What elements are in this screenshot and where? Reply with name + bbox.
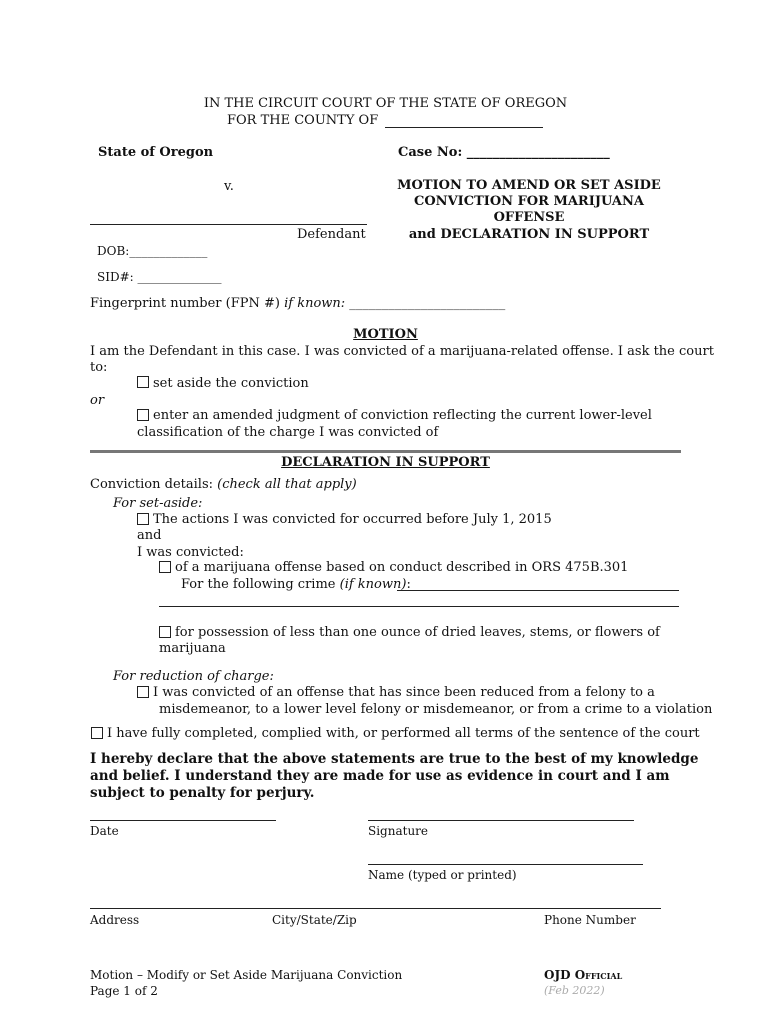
- form-title-line2: CONVICTION FOR MARIJUANA: [414, 194, 644, 209]
- dob-field[interactable]: DOB:_____________: [97, 244, 208, 258]
- form-title-line4: and DECLARATION IN SUPPORT: [408, 227, 650, 242]
- county-blank[interactable]: [385, 127, 543, 128]
- declaration-statement-line2: and belief. I understand they are made for use as evidence in court and I am: [90, 768, 670, 784]
- form-title-line1: MOTION TO AMEND OR SET ASIDE: [397, 178, 661, 193]
- amend-judgment-label-line1: enter an amended judgment of conviction reflecting the current lower-level: [153, 408, 652, 423]
- following-crime-text: For the following crime: [181, 577, 336, 592]
- footer-date: (Feb 2022): [544, 984, 605, 997]
- following-crime-blank[interactable]: [397, 590, 679, 591]
- fpn-label: [90, 296, 505, 312]
- reduction-heading: For reduction of charge:: [113, 669, 274, 684]
- completed-sentence-checkbox[interactable]: [91, 727, 103, 739]
- address-label: Address: [90, 913, 140, 927]
- city-state-zip-label: City/State/Zip: [272, 913, 357, 927]
- footer-page-number: Page 1 of 2: [90, 984, 158, 998]
- versus-label: v.: [224, 179, 234, 194]
- conviction-details-label: [90, 477, 357, 493]
- name-line[interactable]: [368, 864, 643, 865]
- form-title-line3: OFFENSE: [493, 210, 565, 225]
- county-label: FOR THE COUNTY OF: [227, 113, 379, 128]
- court-heading: IN THE CIRCUIT COURT OF THE STATE OF OREGON: [203, 96, 568, 111]
- plaintiff-name: State of Oregon: [98, 145, 214, 160]
- conviction-details-note: (check all that apply): [217, 477, 357, 492]
- declaration-statement-line3: subject to penalty for perjury.: [90, 785, 315, 801]
- and-label: and: [137, 528, 162, 543]
- footer-form-title: Motion – Modify or Set Aside Marijuana Conviction: [90, 968, 403, 982]
- set-aside-checkbox[interactable]: [137, 376, 149, 388]
- case-no-label[interactable]: Case No: ______________________: [398, 145, 610, 160]
- sid-field[interactable]: SID#: ______________: [97, 270, 222, 284]
- fpn-label-text: Fingerprint number (FPN #): [90, 296, 280, 311]
- reduction-label-line2: misdemeanor, to a lower level felony or misdemeanor, or from a crime to a violation: [159, 702, 713, 717]
- following-crime-if-known: (if known): [339, 577, 407, 592]
- conviction-details-text: Conviction details:: [90, 477, 213, 492]
- address-line[interactable]: [90, 908, 661, 909]
- motion-intro-line2: to:: [90, 360, 108, 375]
- possession-checkbox[interactable]: [159, 626, 171, 638]
- reduction-checkbox[interactable]: [137, 686, 149, 698]
- signature-line[interactable]: [368, 820, 634, 821]
- motion-heading: MOTION: [353, 327, 418, 342]
- fpn-if-known: if known:: [284, 296, 346, 311]
- i-was-convicted-label: I was convicted:: [137, 545, 244, 560]
- defendant-name-blank[interactable]: [90, 224, 367, 225]
- name-label: Name (typed or printed): [368, 868, 517, 882]
- section-divider: [90, 450, 681, 453]
- set-aside-label: set aside the conviction: [153, 376, 309, 391]
- reduction-label-line1: I was convicted of an offense that has since been reduced from a felony to a: [153, 685, 655, 700]
- motion-intro-line1: I am the Defendant in this case. I was convicted of a marijuana-related offense. I ask the court: [90, 344, 714, 359]
- date-line[interactable]: [90, 820, 276, 821]
- phone-label: Phone Number: [544, 913, 636, 927]
- defendant-label: Defendant: [297, 227, 366, 242]
- amend-judgment-label-line2: classification of the charge I was convicted of: [137, 425, 439, 440]
- completed-sentence-label: I have fully completed, complied with, or performed all terms of the sentence of the court: [107, 726, 700, 741]
- possession-label-line1: for possession of less than one ounce of dried leaves, stems, or flowers of: [175, 625, 660, 640]
- declaration-heading: DECLARATION IN SUPPORT: [281, 455, 490, 470]
- set-aside-heading: For set-aside:: [113, 496, 203, 511]
- before-2015-checkbox[interactable]: [137, 513, 149, 525]
- following-crime-blank-2[interactable]: [159, 606, 679, 607]
- signature-label: Signature: [368, 824, 429, 838]
- fpn-blank[interactable]: ________________________: [349, 296, 506, 311]
- declaration-statement-line1: I hereby declare that the above statements are true to the best of my knowledge: [90, 751, 699, 767]
- ors-offense-checkbox[interactable]: [159, 561, 171, 573]
- following-crime-label: [181, 577, 411, 593]
- possession-label-line2: marijuana: [159, 641, 226, 656]
- before-2015-label: The actions I was convicted for occurred before July 1, 2015: [153, 512, 552, 527]
- or-label: or: [90, 393, 105, 408]
- amend-judgment-checkbox[interactable]: [137, 409, 149, 421]
- date-label: Date: [90, 824, 119, 838]
- ors-offense-label: of a marijuana offense based on conduct described in ORS 475B.301: [175, 560, 629, 575]
- following-crime-colon: :: [406, 577, 411, 592]
- footer-official-label: OJD Official: [544, 968, 623, 982]
